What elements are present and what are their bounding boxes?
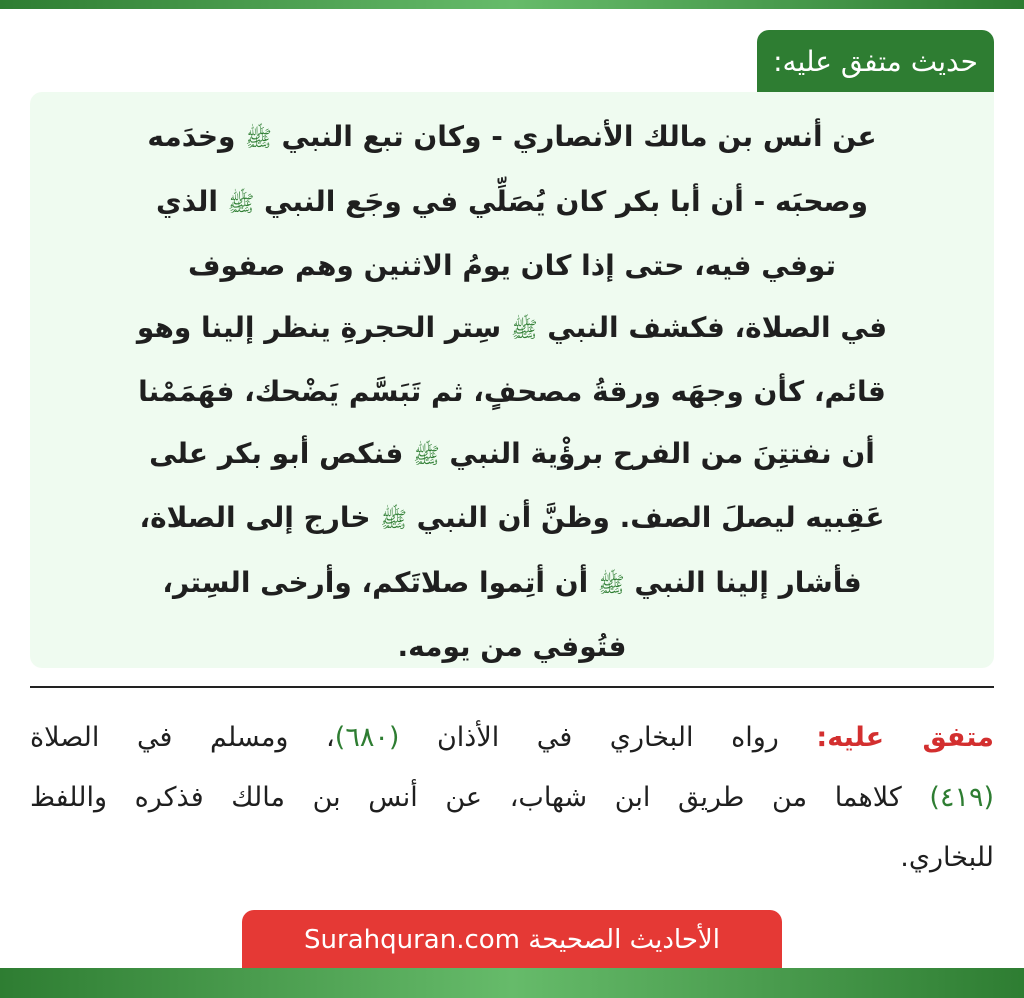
salawat-symbol: ﷺ <box>510 317 538 343</box>
source-line-1 <box>30 708 994 768</box>
source-text-4: للبخاري. <box>900 842 994 873</box>
hadith-line <box>138 361 886 423</box>
hadith-title-badge <box>757 30 994 92</box>
source-reference <box>30 708 994 888</box>
hadith-text-box <box>30 92 994 668</box>
hadith-line <box>188 235 836 297</box>
top-decorative-bar <box>0 0 1024 9</box>
hadith-text-segment: أن أتِموا صلاتَكم، وأرخى السِتر، <box>162 565 599 599</box>
salawat-symbol: ﷺ <box>413 443 440 469</box>
hadith-text-segment: وخدَمه <box>147 120 246 153</box>
hadith-text-segment: وصحبَه - أن أبا بكر كان يُصَلِّي في وجَع النبي <box>254 184 868 218</box>
hadith-line <box>137 297 887 362</box>
hadith-line <box>147 106 876 171</box>
source-label: متفق عليه: <box>816 722 994 753</box>
source-text-1: رواه البخاري في الأذان <box>399 722 817 753</box>
hadith-line <box>162 552 861 617</box>
reference-number-bukhari: (٦٨٠) <box>334 722 400 753</box>
site-footer-badge[interactable] <box>242 910 782 970</box>
hadith-title: حديث متفق عليه: <box>773 44 978 78</box>
hadith-text-segment: فتُوفي من يومه. <box>397 630 627 663</box>
salawat-symbol: ﷺ <box>598 572 625 598</box>
source-text-2: ، ومسلم في الصلاة <box>30 722 335 753</box>
hadith-line <box>140 487 885 552</box>
salawat-symbol: ﷺ <box>227 191 255 217</box>
bottom-decorative-bar <box>0 968 1024 998</box>
hadith-text-segment: فأشار إلينا النبي <box>624 565 862 599</box>
hadith-text-segment: توفي فيه، حتى إذا كان يومُ الاثنين وهم صفوف <box>188 249 836 282</box>
hadith-text-segment: عن أنس بن مالك الأنصاري - وكان تبع النبي <box>271 120 877 153</box>
hadith-text-segment: الذي <box>156 184 228 218</box>
footer-label: الأحاديث الصحيحة Surahquran.com <box>304 925 720 955</box>
hadith-text-segment: فنكص أبو بكر على <box>149 436 414 470</box>
reference-number-muslim: (٤١٩) <box>929 782 994 813</box>
hadith-text-segment: في الصلاة، فكشف النبي <box>537 310 888 344</box>
source-line-2 <box>30 768 994 828</box>
hadith-line <box>156 171 868 236</box>
hadith-line <box>397 616 626 678</box>
hadith-text-segment: أن نفتتِنَ من الفرح برؤْية النبي <box>439 436 875 470</box>
hadith-text-segment: سِتر الحجرةِ ينظر إلينا وهو <box>136 310 511 344</box>
source-text-3: كلاهما من طريق ابن شهاب، عن أنس بن مالك فذكره واللفظ <box>30 782 930 813</box>
hadith-line <box>149 423 875 488</box>
hadith-text-segment: قائم، كأن وجهَه ورقةُ مصحفٍ، ثم تَبَسَّم يَضْحك، فهَمَمْنا <box>138 375 886 408</box>
hadith-text-segment: عَقِبيه ليصلَ الصف. وظنَّ أن النبي <box>406 501 885 534</box>
salawat-symbol: ﷺ <box>380 508 407 533</box>
source-line-3 <box>30 828 994 888</box>
section-divider <box>30 686 994 688</box>
hadith-text-segment: خارج إلى الصلاة، <box>139 501 381 534</box>
salawat-symbol: ﷺ <box>245 127 272 152</box>
